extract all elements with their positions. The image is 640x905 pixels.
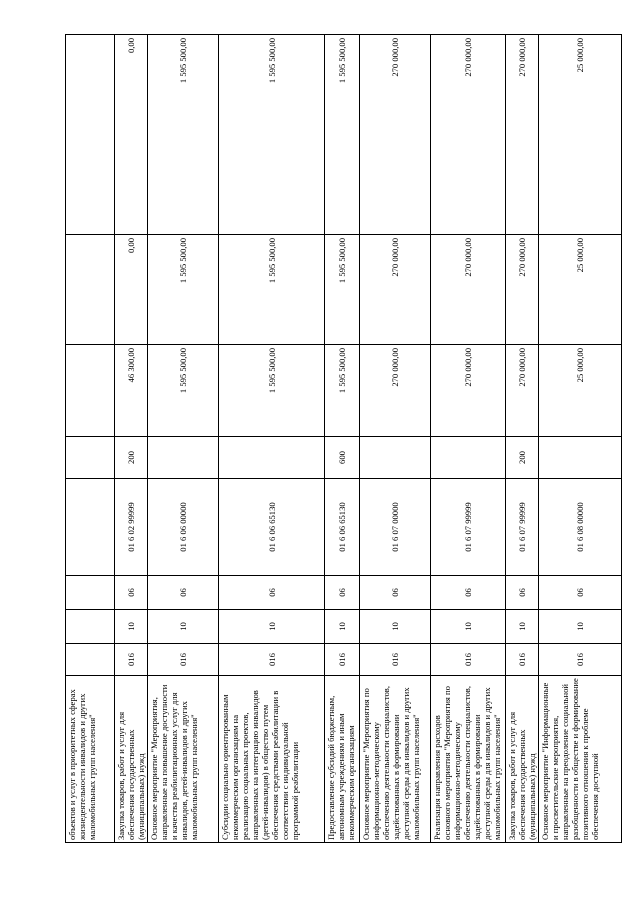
target-article: 01 6 08 00000 <box>539 479 622 576</box>
admin-code: 016 <box>115 644 148 676</box>
row-name: Закупка товаров, работ и услуг для обеспечения государственных (муниципальных) нужд <box>506 676 539 843</box>
expense-type <box>219 437 325 479</box>
row-name: Закупка товаров, работ и услуг для обеспечения государственных (муниципальных) нужд <box>115 676 148 843</box>
table-row <box>431 35 506 843</box>
table-row <box>115 35 148 843</box>
budget-table-page <box>65 35 600 843</box>
amount-year-3: 1 595 500,00 <box>148 35 219 235</box>
admin-code: 016 <box>148 644 219 676</box>
section-code: 10 <box>115 610 148 644</box>
expense-type <box>148 437 219 479</box>
amount-year-3: 1 595 500,00 <box>325 35 360 235</box>
expense-type: 600 <box>325 437 360 479</box>
section-code: 10 <box>539 610 622 644</box>
amount-year-2 <box>66 235 115 345</box>
expense-type: 200 <box>115 437 148 479</box>
amount-year-3: 1 595 500,00 <box>219 35 325 235</box>
target-article: 01 6 07 99999 <box>431 479 506 576</box>
expense-type <box>360 437 431 479</box>
amount-year-2: 270 000,00 <box>360 235 431 345</box>
budget-table <box>65 34 622 843</box>
admin-code: 016 <box>360 644 431 676</box>
target-article: 01 6 06 00000 <box>148 479 219 576</box>
amount-year-1 <box>66 345 115 437</box>
subsection-code: 06 <box>219 576 325 610</box>
target-article: 01 6 07 99999 <box>506 479 539 576</box>
section-code <box>66 610 115 644</box>
row-name: Основное мероприятие "Информационные и просветительские мероприятия, направленные на преодоление социальной разобщенности в обществе и формирование позитивного отношения к проблеме обеспечения доступной <box>539 676 622 843</box>
amount-year-2: 270 000,00 <box>506 235 539 345</box>
amount-year-2: 25 000,00 <box>539 235 622 345</box>
amount-year-2: 0,00 <box>115 235 148 345</box>
row-name: Реализация направления расходов основного мероприятия "Мероприятия по информационно-методическому обеспечению деятельности специалистов, задействованных в формировании доступной среды для инвалидов и других маломобильных групп населения" <box>431 676 506 843</box>
row-name: Основное мероприятие "Мероприятия, направленные на повышение доступности и качества реабилитационных услуг для инвалидов, детей-инвалидов и других маломобильных групп населения" <box>148 676 219 843</box>
subsection-code: 06 <box>360 576 431 610</box>
subsection-code: 06 <box>325 576 360 610</box>
section-code: 10 <box>219 610 325 644</box>
subsection-code <box>66 576 115 610</box>
subsection-code: 06 <box>115 576 148 610</box>
amount-year-1: 1 595 500,00 <box>219 345 325 437</box>
section-code: 10 <box>431 610 506 644</box>
expense-type: 200 <box>506 437 539 479</box>
amount-year-3: 270 000,00 <box>431 35 506 235</box>
expense-type <box>431 437 506 479</box>
target-article: 01 6 06 65130 <box>219 479 325 576</box>
amount-year-2: 1 595 500,00 <box>325 235 360 345</box>
amount-year-3 <box>66 35 115 235</box>
admin-code <box>66 644 115 676</box>
admin-code: 016 <box>431 644 506 676</box>
amount-year-1: 1 595 500,00 <box>148 345 219 437</box>
section-code: 10 <box>506 610 539 644</box>
row-name: Субсидии социально ориентированным некоммерческим организациям на реализацию социальных проектов, направленных на интеграцию инвалидов (детей-инвалидов) в общество путем обеспечения средствами реабилитации в соответствии с индивидуальной программой реабилитации <box>219 676 325 843</box>
row-name: Основное мероприятие "Мероприятия по информационно-методическому обеспечению деятельности специалистов, задействованных в формировании доступной среды для инвалидов и других маломобильных групп населения" <box>360 676 431 843</box>
amount-year-2: 1 595 500,00 <box>148 235 219 345</box>
expense-type <box>539 437 622 479</box>
admin-code: 016 <box>539 644 622 676</box>
amount-year-1: 25 000,00 <box>539 345 622 437</box>
expense-type <box>66 437 115 479</box>
table-row <box>219 35 325 843</box>
table-row <box>506 35 539 843</box>
row-name: Предоставление субсидий бюджетным, автономным учреждениям и иным некоммерческим организациям <box>325 676 360 843</box>
target-article: 01 6 06 65130 <box>325 479 360 576</box>
amount-year-3: 270 000,00 <box>506 35 539 235</box>
target-article: 01 6 07 00000 <box>360 479 431 576</box>
admin-code: 016 <box>506 644 539 676</box>
amount-year-1: 270 000,00 <box>431 345 506 437</box>
admin-code: 016 <box>325 644 360 676</box>
subsection-code: 06 <box>148 576 219 610</box>
table-row <box>148 35 219 843</box>
table-row <box>66 35 115 843</box>
amount-year-2: 1 595 500,00 <box>219 235 325 345</box>
subsection-code: 06 <box>539 576 622 610</box>
table-row <box>325 35 360 843</box>
section-code: 10 <box>360 610 431 644</box>
target-article <box>66 479 115 576</box>
amount-year-1: 270 000,00 <box>360 345 431 437</box>
amount-year-2: 270 000,00 <box>431 235 506 345</box>
amount-year-3: 25 000,00 <box>539 35 622 235</box>
subsection-code: 06 <box>506 576 539 610</box>
subsection-code: 06 <box>431 576 506 610</box>
admin-code: 016 <box>219 644 325 676</box>
section-code: 10 <box>148 610 219 644</box>
amount-year-3: 0,00 <box>115 35 148 235</box>
row-name: объектов и услуг в приоритетных сферах жизнедеятельности инвалидов и других маломобильных групп населения" <box>66 676 115 843</box>
table-row <box>360 35 431 843</box>
amount-year-1: 1 595 500,00 <box>325 345 360 437</box>
amount-year-1: 270 000,00 <box>506 345 539 437</box>
target-article: 01 6 02 99999 <box>115 479 148 576</box>
amount-year-3: 270 000,00 <box>360 35 431 235</box>
table-row <box>539 35 622 843</box>
amount-year-1: 46 300,00 <box>115 345 148 437</box>
section-code: 10 <box>325 610 360 644</box>
